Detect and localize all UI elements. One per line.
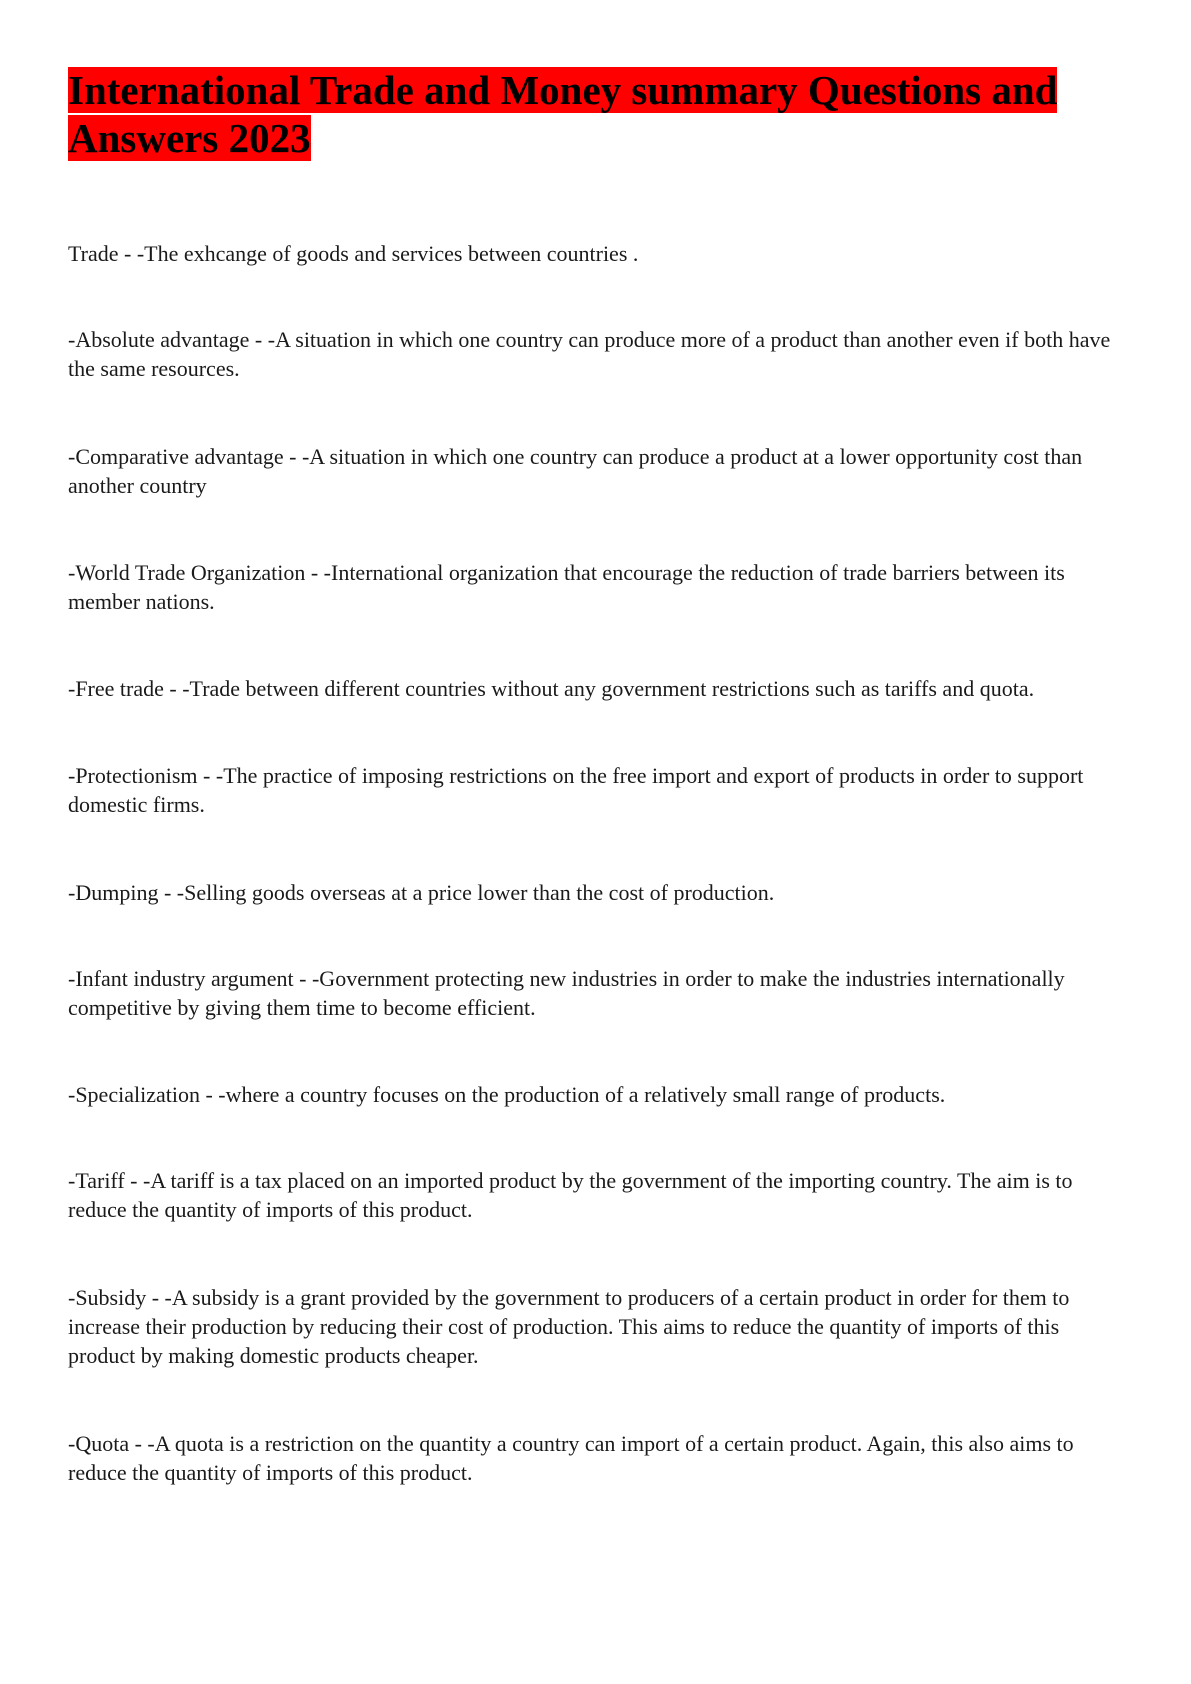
entry-absolute-advantage: -Absolute advantage - -A situation in which one country can produce more of a product than another even if both have the same resources. xyxy=(68,327,1111,381)
entry-world-trade-organization: -World Trade Organization - -International organization that encourage the reduction of trade barriers between its member nations. xyxy=(68,560,1065,614)
entry-trade: Trade - -The exhcange of goods and services between countries . xyxy=(68,241,639,266)
entry-free-trade: -Free trade - -Trade between different countries without any government restrictions such as tariffs and quota. xyxy=(68,676,1035,701)
document-title xyxy=(68,66,1068,162)
entry-dumping: -Dumping - -Selling goods overseas at a price lower than the cost of production. xyxy=(68,880,775,905)
entry-protectionism: -Protectionism - -The practice of imposing restrictions on the free import and export of products in order to support domestic firms. xyxy=(68,763,1084,817)
entry-comparative-advantage: -Comparative advantage - -A situation in which one country can produce a product at a lower opportunity cost than another country xyxy=(68,444,1083,498)
entry-tariff: -Tariff - -A tariff is a tax placed on an imported product by the government of the importing country. The aim is to reduce the quantity of imports of this product. xyxy=(68,1168,1073,1222)
entry-quota: -Quota - -A quota is a restriction on the quantity a country can import of a certain product. Again, this also aims to reduce the quantity of imports of this product. xyxy=(68,1431,1074,1485)
document-title-text: International Trade and Money summary Questions and Answers 2023 xyxy=(68,67,1058,161)
entry-specialization: -Specialization - -where a country focuses on the production of a relatively small range of products. xyxy=(68,1082,946,1107)
entry-infant-industry-argument: -Infant industry argument - -Government protecting new industries in order to make the industries internationally competitive by giving them time to become efficient. xyxy=(68,966,1065,1020)
entries-list xyxy=(68,239,1131,1487)
entry-subsidy: -Subsidy - -A subsidy is a grant provided by the government to producers of a certain product in order for them to increase their production by reducing their cost of production. This aims to reduce the quantity of imports of this product by making domestic products cheaper. xyxy=(68,1285,1070,1368)
